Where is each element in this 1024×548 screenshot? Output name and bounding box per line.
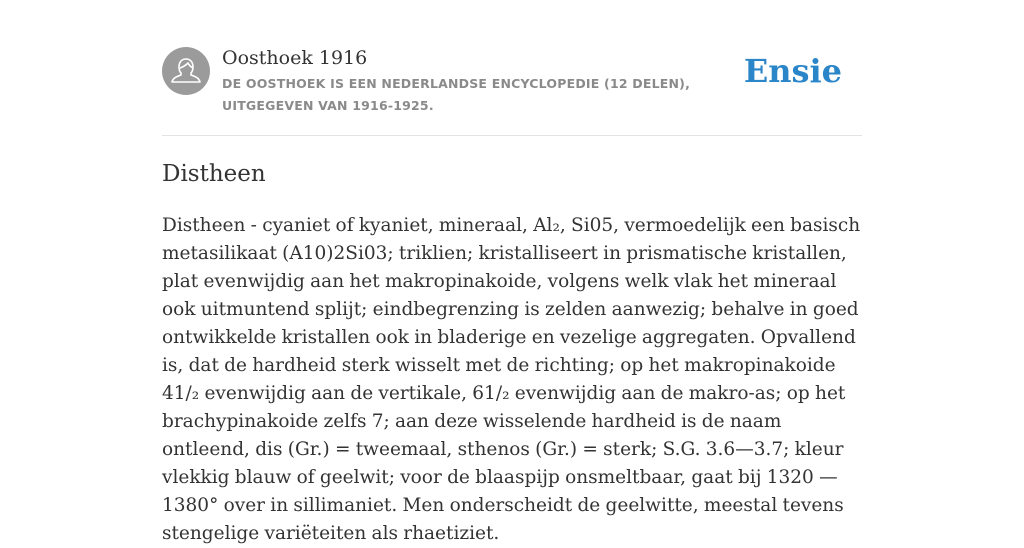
source-title[interactable]: Oosthoek 1916 bbox=[222, 47, 368, 69]
avatar[interactable] bbox=[162, 47, 210, 95]
source-header bbox=[162, 46, 862, 116]
entry-body: Distheen - cyaniet of kyaniet, mineraal, Al₂, Si05, vermoedelijk een basisch metasilikaat (A10)2Si03; triklien; kristalliseert in prismatische kristallen, plat evenwijdig aan het makropinakoide, volgens welk vlak het mineraal ook uitmuntend splijt; eindbegrenzing is zelden aanwezig; behalve in goed ontwikkelde kristallen ook in bladerige en vezelige aggregaten. Opvallend is, dat de hardheid sterk wisselt met de richting; op het makropinakoide 41/₂ evenwijdig aan de vertikale, 61/₂ evenwijdig aan de makro-as; op het brachypinakoide zelfs 7; aan deze wisselende hardheid is de naam ontleend, dis (Gr.) = tweemaal, sthenos (Gr.) = sterk; S.G. 3.6—3.7; kleur vlekkig blauw of geelwit; voor de blaaspijp onsmeltbaar, gaat bij 1320 — 1380° over in sillimaniet. Men onderscheidt de geelwitte, meestal tevens stengelige variëteiten als rhaetiziet. bbox=[162, 215, 861, 544]
ensie-logo-link[interactable]: Ensie bbox=[743, 52, 842, 90]
entry-title: Distheen bbox=[162, 161, 266, 187]
source-description: DE OOSTHOEK IS EEN NEDERLANDSE ENCYCLOPEDIE (12 DELEN), UITGEGEVEN VAN 1916-1925. bbox=[222, 76, 691, 113]
user-silhouette-icon bbox=[162, 47, 210, 95]
header-divider bbox=[162, 135, 862, 136]
